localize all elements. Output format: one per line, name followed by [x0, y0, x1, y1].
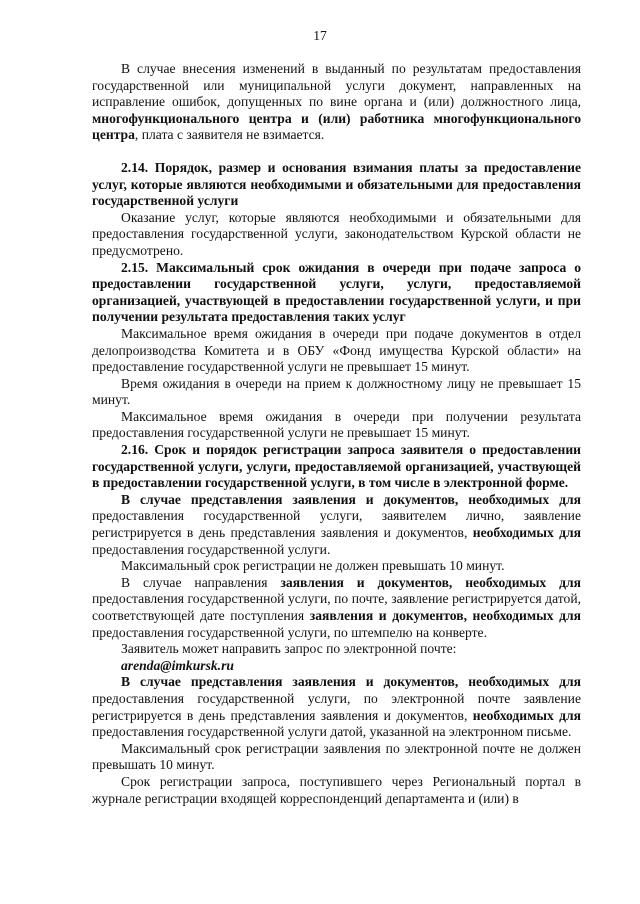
paragraph-fee-note [92, 61, 581, 144]
text-span: предоставления государственной услуги. [92, 541, 331, 557]
paragraph-2-16-b: Максимальный срок регистрации не должен превышать 10 минут. [121, 558, 505, 574]
paragraph-2-15-b: Время ожидания в очереди на прием к должностному лицу не превышает 15 минут. [92, 375, 581, 408]
bold-span: В случае представления заявления и документов, необходимых для [121, 491, 581, 507]
paragraph-email [92, 658, 581, 675]
heading-text: 2.16. Срок и порядок регистрации запроса заявителя о предоставлении государственной услуги, услуги, предоставляемой организацией, участвующей в предоставлении государственной услуги, в том числе в электронной форме. [92, 442, 581, 491]
paragraph-2-16-a [92, 492, 581, 558]
bold-span: необходимых для [472, 707, 581, 723]
text-span: предоставления государственной услуги, по электронной почте заявление регистрируется в день представления заявления и документов, [92, 690, 581, 723]
bold-span: заявления и документов, необходимых для [280, 574, 582, 590]
bold-span: многофункционального центра и (или) работника многофункционального центра [92, 110, 581, 143]
heading-text: 2.15. Максимальный срок ожидания в очереди при подаче запроса о предоставлении государственной услуги, услуги, предоставляемой организацией, участвующей в предоставлении государственной услуги, и при получении результата предоставления таких услуг [92, 259, 581, 325]
paragraph-2-16-c [92, 575, 581, 641]
heading-text: 2.14. Порядок, размер и основания взимания платы за предоставление услуг, которые являются необходимыми и обязательными для предоставления государственной услуги [92, 159, 581, 209]
paragraph-2-16-f: Максимальный срок регистрации заявления по электронной почте не должен превышать 10 минут. [92, 740, 581, 773]
bold-span: заявления и документов, необходимых для [309, 608, 581, 623]
bold-span: В случае представления заявления и документов, необходимых для [121, 674, 581, 690]
text-span: , плата с заявителя не взимается. [134, 127, 325, 143]
email-address: arenda@imkursk.ru [121, 657, 234, 673]
spacer [92, 144, 581, 160]
paragraph-2-14: Оказание услуг, которые являются необходимыми и обязательными для предоставления государственной услуги, законодательством Курской области не предусмотрено. [92, 209, 581, 258]
paragraph-2-15-c: Максимальное время ожидания в очереди при получении результата предоставления государственной услуги не превышает 15 минут. [92, 408, 581, 441]
text-span: предоставления государственной услуги датой, указанной на электронном письме. [92, 724, 572, 740]
heading-2-14 [92, 160, 581, 210]
paragraph-2-16-g: Срок регистрации запроса, поступившего через Региональный портал в журнале регистрации входящей корреспонденций департамента и (или) в [92, 773, 581, 806]
heading-2-15 [92, 260, 581, 326]
text-span: предоставления государственной услуги, заявителем лично, заявление регистрируется в день представления заявления и документов, [92, 508, 581, 541]
text-span: предоставления государственной услуги, по штемпелю на конверте. [92, 624, 487, 640]
paragraph-2-16-e [92, 674, 581, 740]
paragraph-2-15-a: Максимальное время ожидания в очереди при подаче документов в отдел делопроизводства Комитета и в ОБУ «Фонд имущества Курской области» на предоставление государственной услуги не превышает 15 минут. [92, 325, 581, 375]
document-body [92, 61, 581, 807]
text-span: предоставления государственной услуги, по почте, заявление регистрируется датой, соответствующей дате поступления [92, 591, 581, 623]
page-number: 17 [313, 28, 327, 43]
paragraph-2-16-d: Заявитель может направить запрос по электронной почте: [121, 641, 457, 657]
text-span: В случае направления [121, 574, 281, 590]
heading-2-16 [92, 442, 581, 492]
bold-span: необходимых для [472, 525, 581, 541]
text-span: В случае внесения изменений в выданный по результатам предоставления государственной или муниципальной услуги документ, направленных на исправление ошибок, допущенных по вине органа и (или) должностного лица, [92, 61, 581, 110]
